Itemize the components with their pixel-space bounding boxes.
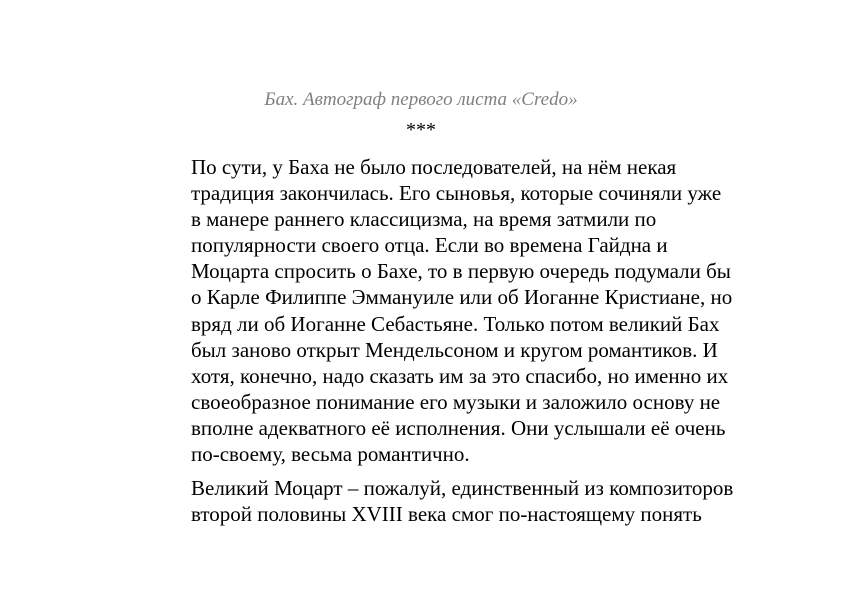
text-line: хотя, конечно, надо сказать им за это спасибо, но именно их — [191, 363, 729, 388]
text-line: Моцарта спросить о Бахе, то в первую очередь подумали бы — [191, 259, 731, 284]
text-line: вряд ли об Иоганне Себастьяне. Только потом великий Бах — [191, 311, 720, 336]
text-line: второй половины XVIII века смог по-настоящему понять — [191, 502, 702, 527]
text-line: По сути, у Баха не было последователей, на нём некая — [191, 155, 677, 179]
text-line: Великий Моцарт – пожалуй, единственный из композиторов — [191, 476, 734, 501]
text-line: традиция закончилась. Его сыновья, которые сочиняли уже — [191, 181, 722, 206]
text-line: по-своему, весьма романтично. — [191, 442, 470, 467]
body-text — [191, 154, 791, 527]
section-separator: *** — [406, 119, 436, 141]
text-line: о Карле Филиппе Эммануиле или об Иоганне Кристиане, но — [191, 285, 733, 310]
paragraph-1 — [191, 154, 791, 467]
text-line: популярности своего отца. Если во времена Гайдна и — [191, 233, 668, 258]
text-line: в манере раннего классицизма, на время затмили по — [191, 207, 657, 232]
paragraph-2 — [191, 475, 791, 527]
text-line: вполне адекватного её исполнения. Они услышали её очень — [191, 415, 726, 440]
image-caption: Бах. Автограф первого листа «Credo» — [264, 89, 578, 110]
text-line: был заново открыт Мендельсоном и кругом романтиков. И — [191, 337, 718, 362]
text-line: своеобразное понимание его музыки и заложило основу не — [191, 389, 721, 414]
